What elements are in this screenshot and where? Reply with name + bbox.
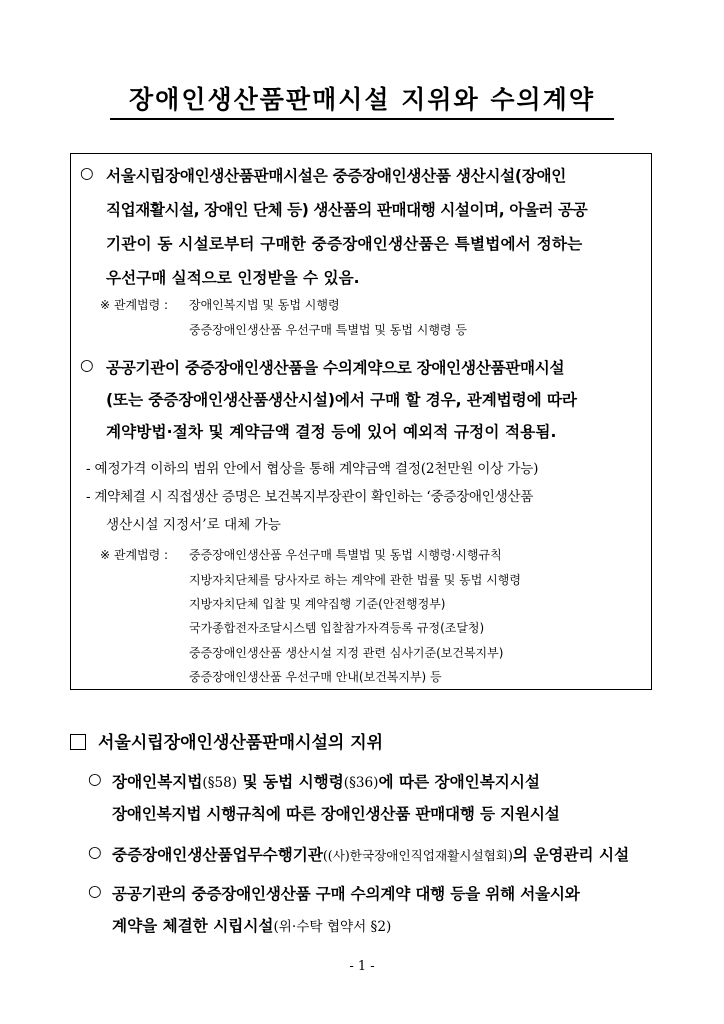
dash-item-1: - 예정가격 이하의 범위 안에서 협상을 통해 계약금액 결정(2천만원 이상 가능) <box>86 461 539 477</box>
law-article: (§58) <box>202 775 238 791</box>
law-article: (§36) <box>343 775 379 791</box>
item-text: 의 운영관리 시설 <box>512 846 630 864</box>
law2-line4: 국가종합전자조달시스템 입찰참가자격등록 규정(조달청) <box>189 621 485 635</box>
law1-line2: 중증장애인생산품 우선구매 특별법 및 동법 시행령 등 <box>189 323 467 337</box>
org-name: ((사)한국장애인직업재활시설협회) <box>322 848 513 863</box>
page-title: 장애인생산품판매시설 지위와 수의계약 <box>129 85 595 114</box>
bullet-circle: ○ <box>88 843 102 861</box>
para2-line1: 공공기관이 중증장애인생산품을 수의계약으로 장애인생산품판매시설 <box>106 359 565 377</box>
section-item3-line1: 공공기관의 중증장애인생산품 구매 수의계약 대행 등을 위해 서울시와 <box>112 885 580 903</box>
item-text: 계약을 체결한 시립시설 <box>112 917 274 935</box>
dash-item-2: - 계약체결 시 직접생산 증명은 보건복지부장관이 확인하는 ‘중증장애인생산품 <box>86 489 534 505</box>
checkbox-square-icon <box>70 734 86 750</box>
para2-line3: 계약방법·절차 및 계약금액 결정 등에 있어 예외적 규정이 적용됨. <box>106 423 557 441</box>
law1-label: ※ 관계법령 : <box>100 298 169 312</box>
page-number: - 1 - <box>349 959 375 974</box>
law2-line6: 중증장애인생산품 우선구매 안내(보건복지부) 등 <box>189 670 442 684</box>
section-heading <box>70 728 383 753</box>
section-item2-line1 <box>112 843 629 865</box>
para1-line3: 기관이 동 시설로부터 구매한 중증장애인생산품은 특별법에서 정하는 <box>106 235 583 253</box>
law2-line5: 중증장애인생산품 생산시설 지정 관련 심사기준(보건복지부) <box>189 646 504 660</box>
section-heading-text: 서울시립장애인생산품판매시설의 지위 <box>98 733 384 753</box>
law-name: 장애인복지법 <box>112 773 203 791</box>
para1-line2: 직업재활시설, 장애인 단체 등) 생산품의 판매대행 시설이며, 아울러 공공 <box>106 201 588 219</box>
law2-label: ※ 관계법령 : <box>100 548 169 562</box>
item-text: 에 따른 장애인복지시설 <box>378 773 540 791</box>
law2-line2: 지방자치단체를 당사자로 하는 계약에 관한 법률 및 동법 시행령 <box>189 573 521 587</box>
section-item1-line1 <box>112 770 540 792</box>
dash-item-2-cont: 생산시설 지정서’로 대체 가능 <box>106 517 281 533</box>
section-item1-line2: 장애인복지법 시행규칙에 따른 장애인생산품 판매대행 등 지원시설 <box>112 805 560 823</box>
agreement-ref: (위·수탁 협약서 §2) <box>273 919 392 935</box>
law-name: 및 동법 시행령 <box>237 773 344 791</box>
law2-line1: 중증장애인생산품 우선구매 특별법 및 동법 시행령·시행규칙 <box>189 548 502 562</box>
bullet-circle: ○ <box>88 882 102 900</box>
item-text: 중증장애인생산품업무수행기관 <box>112 846 323 864</box>
section-item3-line2 <box>112 914 391 936</box>
para1-line4: 우선구매 실적으로 인정받을 수 있음. <box>106 269 360 287</box>
law2-line3: 지방자치단체 입찰 및 계약집행 기준(안전행정부) <box>189 597 446 611</box>
bullet-circle: ○ <box>80 356 94 374</box>
law1-line1: 장애인복지법 및 동법 시행령 <box>189 298 340 312</box>
bullet-circle: ○ <box>80 164 94 182</box>
title-underline <box>110 118 614 120</box>
bullet-circle: ○ <box>88 770 102 788</box>
para1-line1: 서울시립장애인생산품판매시설은 중증장애인생산품 생산시설(장애인 <box>106 167 566 185</box>
para2-line2: (또는 중증장애인생산품생산시설)에서 구매 할 경우, 관계법령에 따라 <box>106 391 577 409</box>
